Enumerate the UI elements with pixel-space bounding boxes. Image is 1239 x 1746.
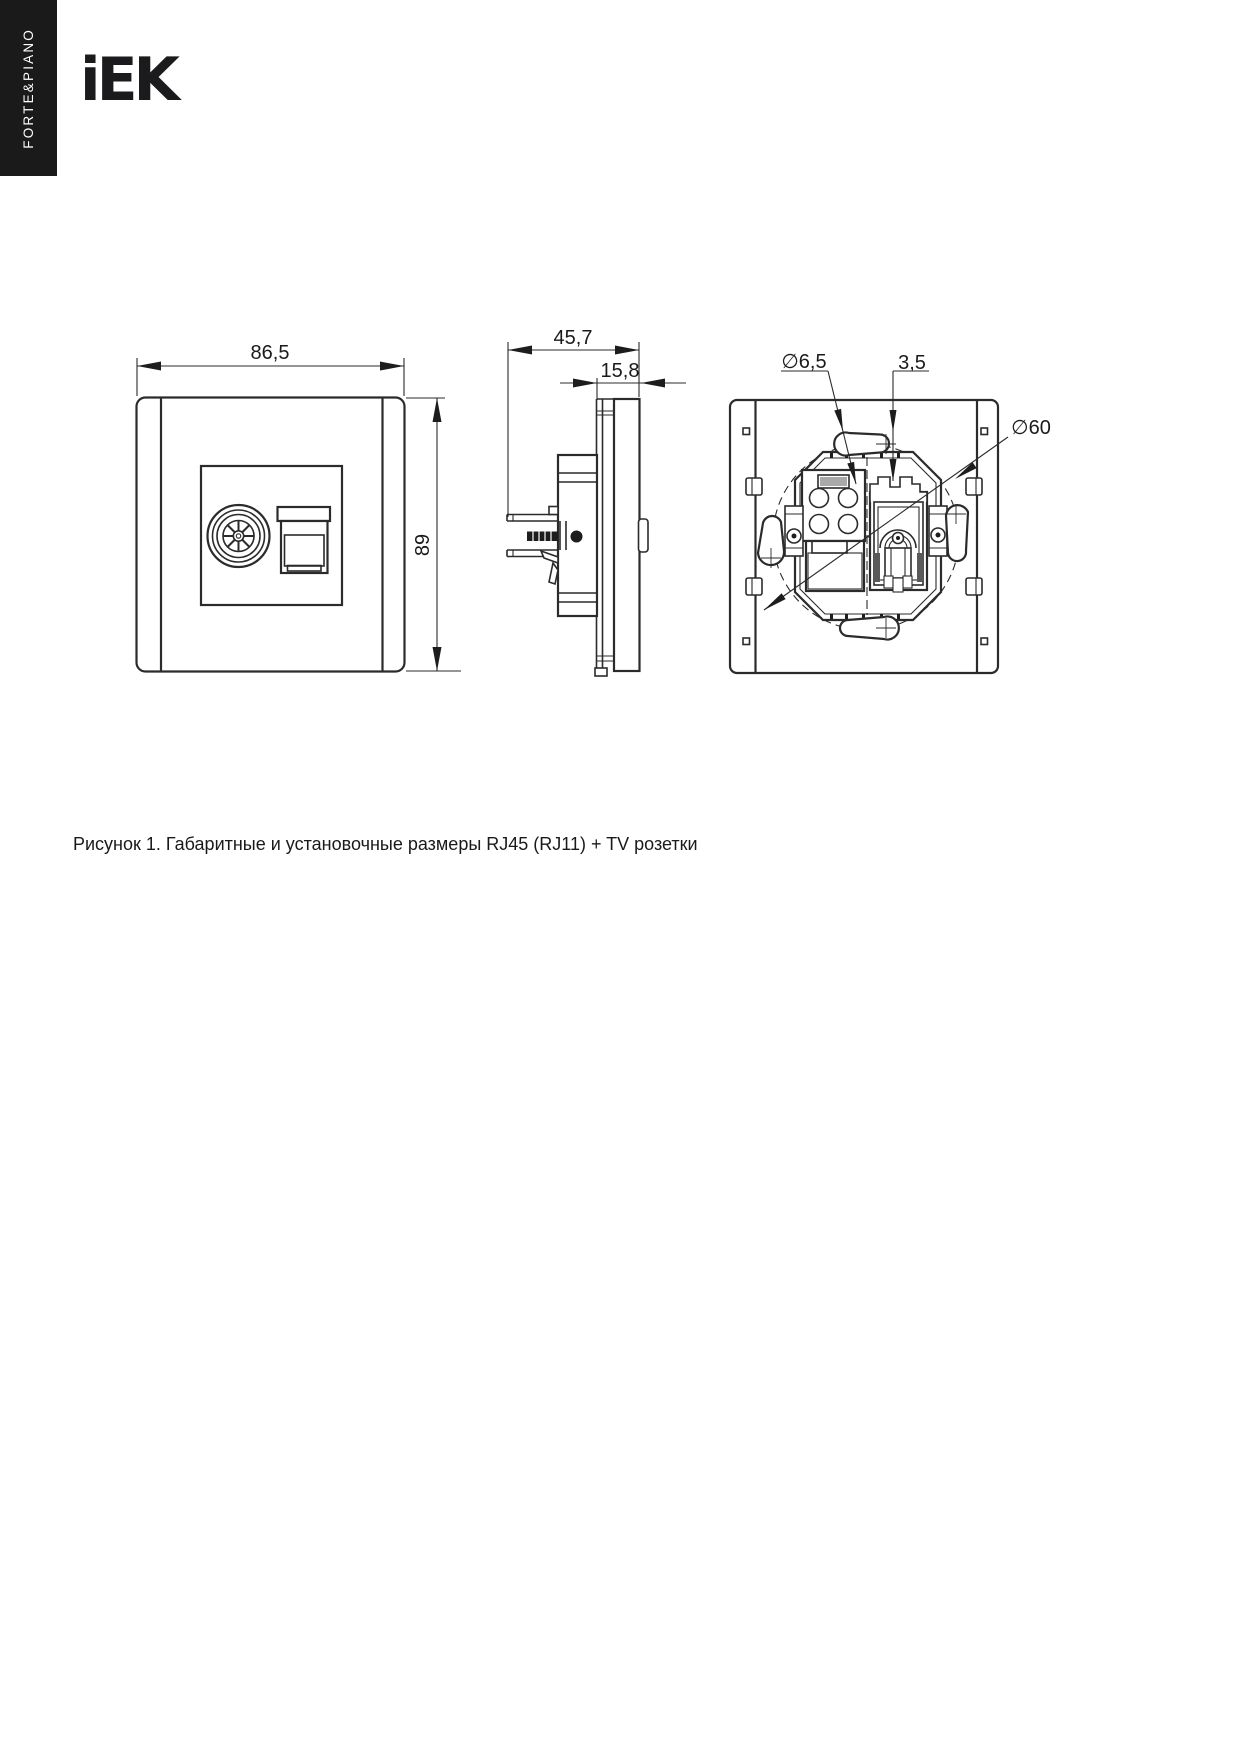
- dim-height-label: 89: [412, 533, 434, 557]
- dim-slot-label: 3,5: [898, 352, 926, 374]
- dim-width-label: 86,5: [250, 342, 290, 364]
- rj45-jack-icon: [278, 507, 331, 573]
- brand-series-label: FORTE&PIANO: [21, 27, 36, 149]
- dim-depth-label: 45,7: [553, 327, 593, 349]
- side-clip-bump: [639, 519, 649, 552]
- side-mounting-screw: [527, 531, 583, 543]
- iek-logo: iEK: [80, 45, 177, 115]
- dim-mounting-circle-label: ∅60: [1011, 417, 1051, 439]
- tv-mechanism: [870, 477, 927, 592]
- front-view: [137, 398, 405, 672]
- figure-caption: Рисунок 1. Габаритные и установочные размеры RJ45 (RJ11) + TV розетки: [73, 834, 698, 854]
- dim-protrusion-label: 15,8: [600, 360, 640, 382]
- rj45-terminal-block: [802, 470, 865, 591]
- tv-socket-icon: [208, 505, 270, 567]
- side-view: [507, 399, 648, 676]
- back-view: [730, 400, 998, 673]
- dim-claw-hole-label: ∅6,5: [781, 351, 827, 373]
- side-plate: [614, 399, 640, 671]
